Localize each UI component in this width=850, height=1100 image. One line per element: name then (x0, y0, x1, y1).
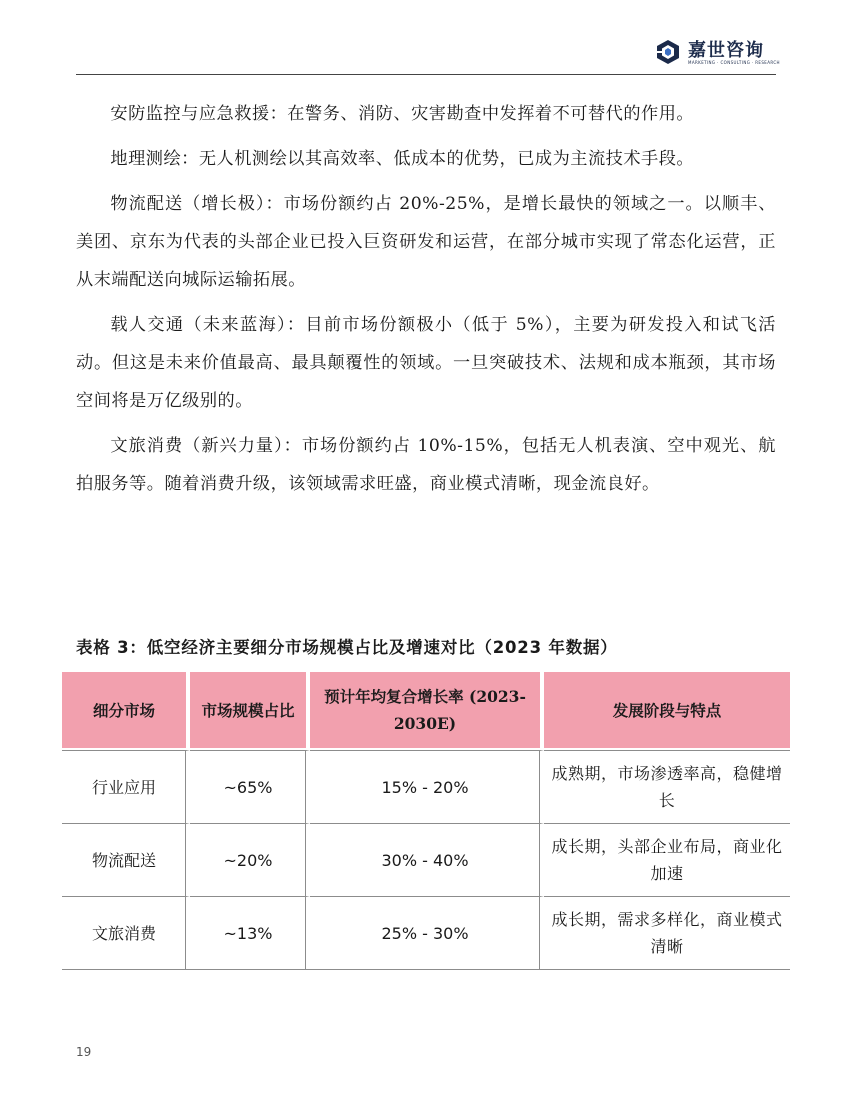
table-header-row (62, 672, 790, 750)
cell-share: ~65% (190, 750, 310, 823)
page-number: 19 (76, 1045, 92, 1059)
cell-stage: 成长期，头部企业布局，商业化加速 (544, 823, 790, 896)
paragraph-security: 安防监控与应急救援：在警务、消防、灾害勘查中发挥着不可替代的作用。 (110, 104, 695, 124)
paragraph-logistics: 物流配送（增长极）：市场份额约占 20%-25%，是增长最快的领域之一。以顺丰、美团、京东为代表的头部企业已投入巨资研发和运营，在部分城市实现了常态化运营，正从末端配送向城际运输拓展。 (76, 194, 776, 290)
cell-cagr: 30% - 40% (310, 823, 544, 896)
cell-segment: 行业应用 (62, 750, 190, 823)
paragraph-surveying: 地理测绘：无人机测绘以其高效率、低成本的优势，已成为主流技术手段。 (110, 149, 695, 169)
cell-share: ~20% (190, 823, 310, 896)
cell-cagr: 15% - 20% (310, 750, 544, 823)
table-row (62, 823, 790, 896)
body-text (76, 95, 776, 510)
brand-logo (654, 36, 784, 72)
table-caption: 表格 3：低空经济主要细分市场规模占比及增速对比（2023 年数据） (76, 638, 618, 657)
cell-stage: 成熟期，市场渗透率高，稳健增长 (544, 750, 790, 823)
header-cagr: 预计年均复合增长率 (2023-2030E) (310, 672, 544, 750)
cell-segment: 文旅消费 (62, 896, 190, 969)
brand-name: 嘉世咨询 (688, 40, 764, 61)
header-stage: 发展阶段与特点 (544, 672, 790, 750)
header-segment: 细分市场 (62, 672, 190, 750)
header-share: 市场规模占比 (190, 672, 310, 750)
brand-logo-icon (654, 38, 682, 66)
table-row (62, 896, 790, 969)
table-row (62, 750, 790, 823)
cell-stage: 成长期，需求多样化，商业模式清晰 (544, 896, 790, 969)
market-segment-table (62, 672, 790, 970)
cell-share: ~13% (190, 896, 310, 969)
cell-segment: 物流配送 (62, 823, 190, 896)
cell-cagr: 25% - 30% (310, 896, 544, 969)
brand-tagline: MARKETING · CONSULTING · RESEARCH (688, 60, 780, 65)
paragraph-passenger-transport: 载人交通（未来蓝海）：目前市场份额极小（低于 5%），主要为研发投入和试飞活动。但这是未来价值最高、最具颠覆性的领域。一旦突破技术、法规和成本瓶颈，其市场空间将是万亿级别的。 (76, 315, 776, 411)
paragraph-tourism: 文旅消费（新兴力量）：市场份额约占 10%-15%，包括无人机表演、空中观光、航拍服务等。随着消费升级，该领域需求旺盛，商业模式清晰，现金流良好。 (76, 436, 776, 494)
header-divider (76, 74, 776, 75)
